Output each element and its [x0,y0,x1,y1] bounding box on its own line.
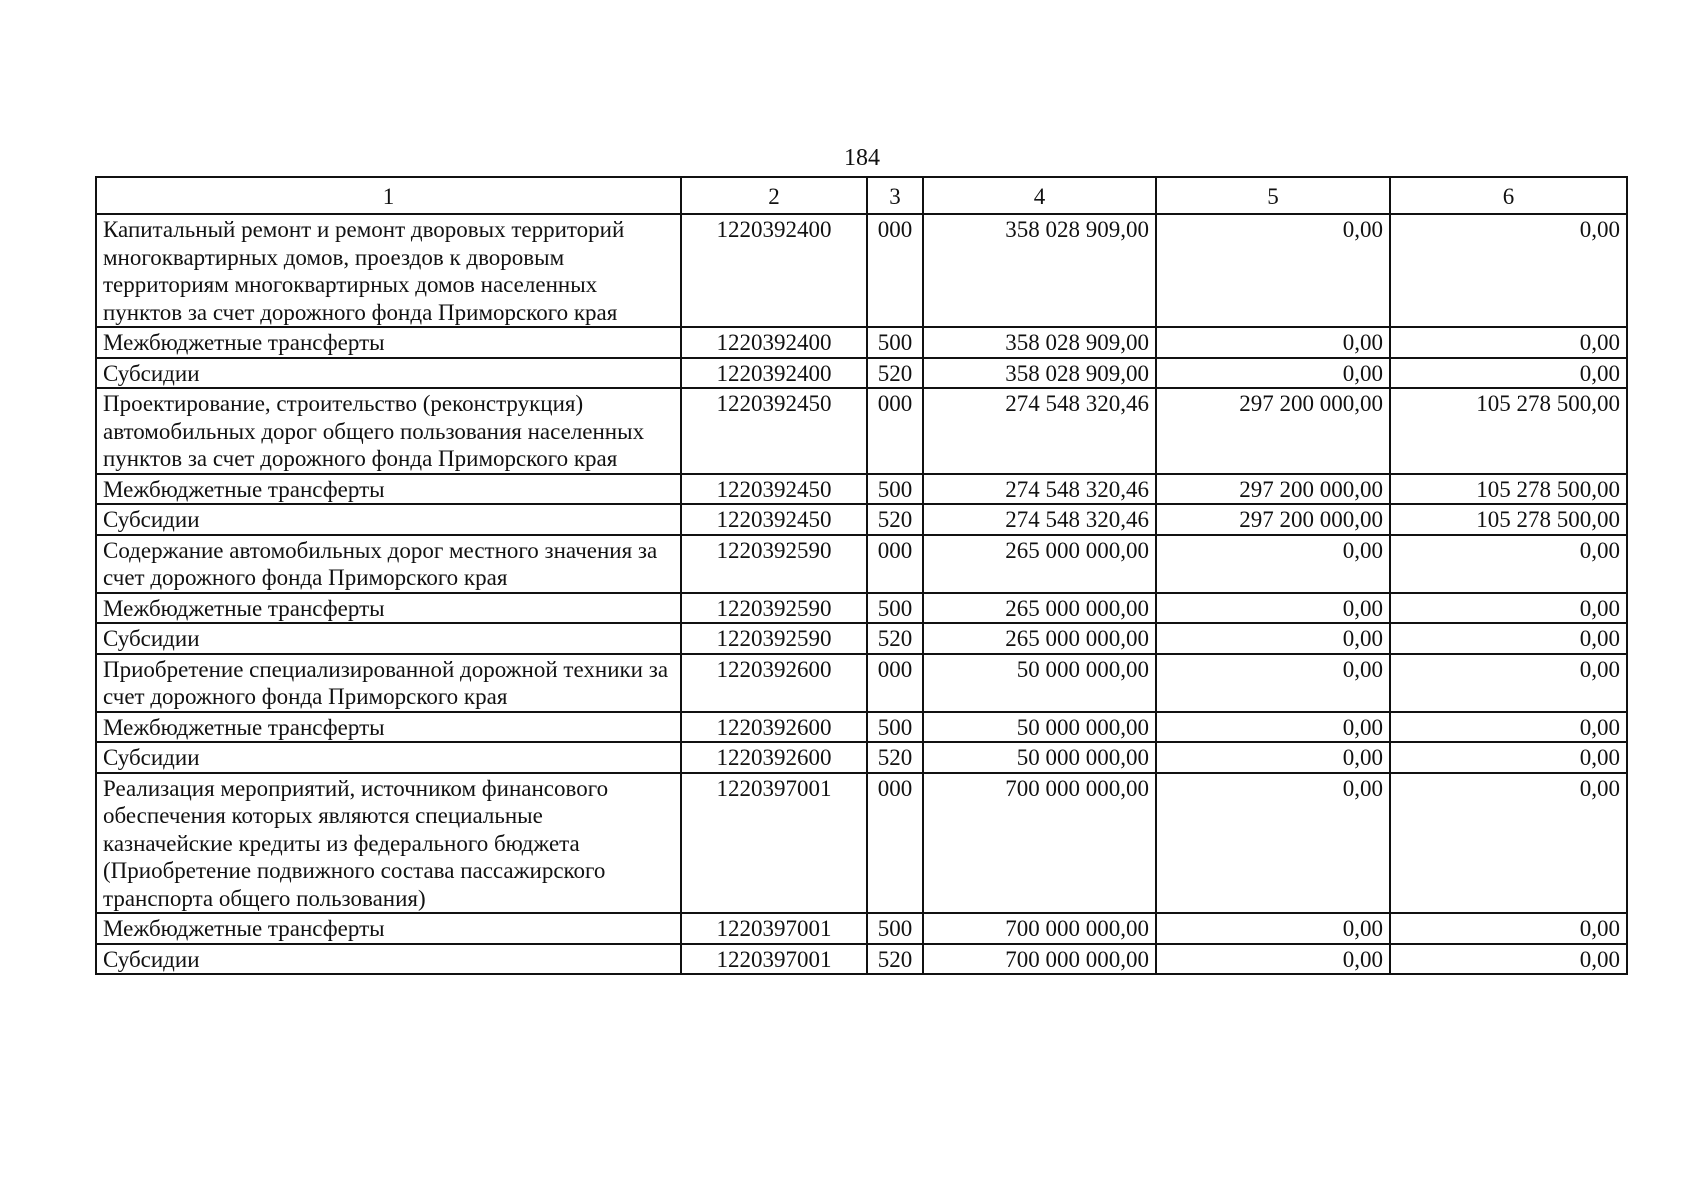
target-code: 1220392400 [681,214,867,327]
header-row [96,177,1627,214]
page-number: 184 [844,145,880,171]
amount-col-4: 274 548 320,46 [923,474,1156,505]
amount-col-5: 0,00 [1156,327,1390,358]
amount-col-5: 0,00 [1156,654,1390,712]
table-row [96,742,1627,773]
amount-col-4: 265 000 000,00 [923,623,1156,654]
column-header: 4 [923,177,1156,214]
target-code: 1220392450 [681,388,867,474]
expense-type-code: 000 [867,535,923,593]
expense-type-code: 000 [867,654,923,712]
target-code: 1220392400 [681,358,867,389]
amount-col-5: 0,00 [1156,214,1390,327]
amount-col-6: 0,00 [1390,944,1627,975]
amount-col-6: 0,00 [1390,773,1627,914]
table-row [96,712,1627,743]
expense-type-code: 000 [867,773,923,914]
table-row [96,388,1627,474]
item-name: Содержание автомобильных дорог местного значения за счет дорожного фонда Приморского края [96,535,681,593]
amount-col-4: 50 000 000,00 [923,654,1156,712]
expense-type-code: 520 [867,504,923,535]
target-code: 1220392590 [681,623,867,654]
amount-col-4: 265 000 000,00 [923,535,1156,593]
expense-type-code: 500 [867,712,923,743]
target-code: 1220392600 [681,712,867,743]
table-row [96,358,1627,389]
amount-col-4: 700 000 000,00 [923,944,1156,975]
target-code: 1220392400 [681,327,867,358]
target-code: 1220392590 [681,535,867,593]
amount-col-5: 0,00 [1156,358,1390,389]
amount-col-5: 0,00 [1156,535,1390,593]
table-row [96,504,1627,535]
item-name: Межбюджетные трансферты [96,327,681,358]
table-row [96,623,1627,654]
target-code: 1220397001 [681,913,867,944]
amount-col-6: 0,00 [1390,327,1627,358]
expense-type-code: 500 [867,593,923,624]
item-name: Проектирование, строительство (реконструкция) автомобильных дорог общего пользования населенных пунктов за счет дорожного фонда Приморского края [96,388,681,474]
item-name: Межбюджетные трансферты [96,474,681,505]
column-header: 1 [96,177,681,214]
column-header: 5 [1156,177,1390,214]
amount-col-5: 0,00 [1156,593,1390,624]
table-body [96,214,1627,974]
item-name: Межбюджетные трансферты [96,712,681,743]
target-code: 1220392450 [681,504,867,535]
amount-col-6: 0,00 [1390,593,1627,624]
amount-col-5: 297 200 000,00 [1156,474,1390,505]
target-code: 1220392450 [681,474,867,505]
column-header: 6 [1390,177,1627,214]
amount-col-5: 0,00 [1156,773,1390,914]
table-row [96,214,1627,327]
amount-col-6: 0,00 [1390,214,1627,327]
amount-col-6: 0,00 [1390,913,1627,944]
amount-col-5: 0,00 [1156,623,1390,654]
target-code: 1220397001 [681,944,867,975]
item-name: Капитальный ремонт и ремонт дворовых территорий многоквартирных домов, проездов к дворовым территориям многоквартирных домов населенных пунктов за счет дорожного фонда Приморского края [96,214,681,327]
amount-col-5: 0,00 [1156,742,1390,773]
table-row [96,654,1627,712]
column-header: 2 [681,177,867,214]
table-row [96,593,1627,624]
item-name: Субсидии [96,358,681,389]
target-code: 1220392600 [681,742,867,773]
amount-col-4: 358 028 909,00 [923,327,1156,358]
item-name: Субсидии [96,742,681,773]
expense-type-code: 500 [867,327,923,358]
target-code: 1220397001 [681,773,867,914]
amount-col-6: 0,00 [1390,654,1627,712]
expense-type-code: 500 [867,913,923,944]
item-name: Субсидии [96,623,681,654]
amount-col-6: 0,00 [1390,358,1627,389]
item-name: Субсидии [96,944,681,975]
target-code: 1220392590 [681,593,867,624]
amount-col-5: 297 200 000,00 [1156,504,1390,535]
table-row [96,327,1627,358]
expense-type-code: 500 [867,474,923,505]
amount-col-6: 105 278 500,00 [1390,474,1627,505]
amount-col-4: 274 548 320,46 [923,388,1156,474]
amount-col-5: 0,00 [1156,913,1390,944]
amount-col-5: 0,00 [1156,944,1390,975]
table-row [96,944,1627,975]
target-code: 1220392600 [681,654,867,712]
amount-col-6: 0,00 [1390,535,1627,593]
expense-type-code: 520 [867,742,923,773]
amount-col-4: 50 000 000,00 [923,742,1156,773]
amount-col-4: 265 000 000,00 [923,593,1156,624]
expense-type-code: 000 [867,388,923,474]
amount-col-6: 0,00 [1390,623,1627,654]
amount-col-6: 0,00 [1390,742,1627,773]
table-row [96,535,1627,593]
amount-col-4: 358 028 909,00 [923,358,1156,389]
amount-col-5: 0,00 [1156,712,1390,743]
amount-col-6: 105 278 500,00 [1390,504,1627,535]
amount-col-5: 297 200 000,00 [1156,388,1390,474]
table-row [96,773,1627,914]
item-name: Субсидии [96,504,681,535]
item-name: Реализация мероприятий, источником финансового обеспечения которых являются специальные казначейские кредиты из федерального бюджета (Приобретение подвижного состава пассажирского транспорта общего пользования) [96,773,681,914]
budget-table [95,176,1628,975]
table-row [96,913,1627,944]
expense-type-code: 000 [867,214,923,327]
column-header: 3 [867,177,923,214]
amount-col-4: 358 028 909,00 [923,214,1156,327]
amount-col-6: 105 278 500,00 [1390,388,1627,474]
amount-col-4: 274 548 320,46 [923,504,1156,535]
item-name: Межбюджетные трансферты [96,593,681,624]
amount-col-4: 700 000 000,00 [923,773,1156,914]
expense-type-code: 520 [867,944,923,975]
amount-col-6: 0,00 [1390,712,1627,743]
table-row [96,474,1627,505]
expense-type-code: 520 [867,358,923,389]
item-name: Приобретение специализированной дорожной техники за счет дорожного фонда Приморского края [96,654,681,712]
item-name: Межбюджетные трансферты [96,913,681,944]
expense-type-code: 520 [867,623,923,654]
amount-col-4: 50 000 000,00 [923,712,1156,743]
amount-col-4: 700 000 000,00 [923,913,1156,944]
